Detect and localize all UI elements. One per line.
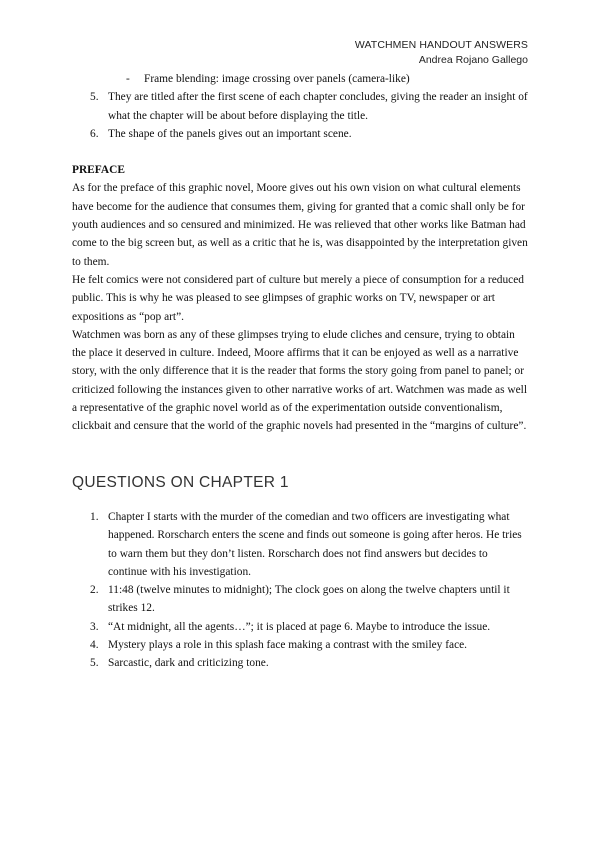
- page-header: [355, 38, 528, 68]
- document-body: [72, 70, 528, 673]
- item-number: 4.: [90, 639, 99, 652]
- item-text: Sarcastic, dark and criticizing tone.: [108, 657, 269, 670]
- item-number: 1.: [90, 510, 99, 523]
- question-item: [72, 654, 528, 672]
- preface-paragraph: He felt comics were not considered part of culture but merely a piece of consumption for a reduced public. This is why he was pleased to see glimpses of graphic works on TV, newspaper or art expositions as “pop art”.: [72, 273, 524, 323]
- item-number: 3.: [90, 620, 99, 633]
- preface-paragraph: As for the preface of this graphic novel, Moore gives out his own vision on what cultural elements have become for the audience that consumes them, giving for granted that a comic shall only be for youth audiences and so censured and minimized. He was relieved that other works like Batman had come to the big screen but, as well as a critic that he is, was disappointed by the interpretation given to them.: [72, 182, 528, 268]
- question-item: [72, 618, 528, 636]
- dash-bullet: -: [126, 73, 130, 85]
- question-item: [72, 581, 528, 618]
- question-item: [72, 508, 528, 581]
- header-author: Andrea Rojano Gallego: [418, 54, 528, 66]
- item-text: “At midnight, all the agents…”; it is placed at page 6. Maybe to introduce the issue.: [108, 620, 491, 633]
- header-title: WATCHMEN HANDOUT ANSWERS: [354, 39, 528, 51]
- question-item: [72, 636, 528, 654]
- preface-heading: PREFACE: [72, 164, 125, 177]
- item-number: 2.: [90, 584, 99, 597]
- dash-list-item: [72, 70, 528, 88]
- questions-list: [72, 508, 528, 673]
- item-text: The shape of the panels gives out an important scene.: [108, 127, 352, 140]
- chapter-heading: QUESTIONS ON CHAPTER 1: [72, 473, 289, 491]
- item-text: Mystery plays a role in this splash face making a contrast with the smiley face.: [108, 639, 468, 652]
- item-number: 5.: [90, 91, 99, 104]
- numbered-item: [72, 125, 528, 143]
- dash-item-text: Frame blending: image crossing over panels (camera-like): [144, 73, 410, 85]
- item-number: 6.: [90, 127, 99, 140]
- item-text: They are titled after the first scene of each chapter concludes, giving the reader an insight of what the chapter will be about before displaying the title.: [108, 91, 528, 122]
- numbered-item: [72, 88, 528, 125]
- item-text: Chapter I starts with the murder of the comedian and two officers are investigating what happened. Rorscharch enters the scene and finds out someone is going after heros. He tries to warn them but they don’t listen. Rorscharch does not find answers but decides to continue with his investigation.: [108, 510, 522, 578]
- item-number: 5.: [90, 657, 99, 670]
- preface-paragraph: Watchmen was born as any of these glimpses trying to elude cliches and censure, trying to obtain the place it deserved in culture. Indeed, Moore affirms that it can be enjoyed as well as a narrative story, with the only difference that it is the reader that forms the story going from panel to panel; or criticized following the instances given to other narrative works of art. Watchmen was made as well a representative of the graphic novel world as of the experimentation outside conventionalism, clickbait and censure that the world of the graphic novels had presented in the “margins of culture”.: [72, 328, 527, 433]
- item-text: 11:48 (twelve minutes to midnight); The clock goes on along the twelve chapters until it strikes 12.: [108, 584, 510, 615]
